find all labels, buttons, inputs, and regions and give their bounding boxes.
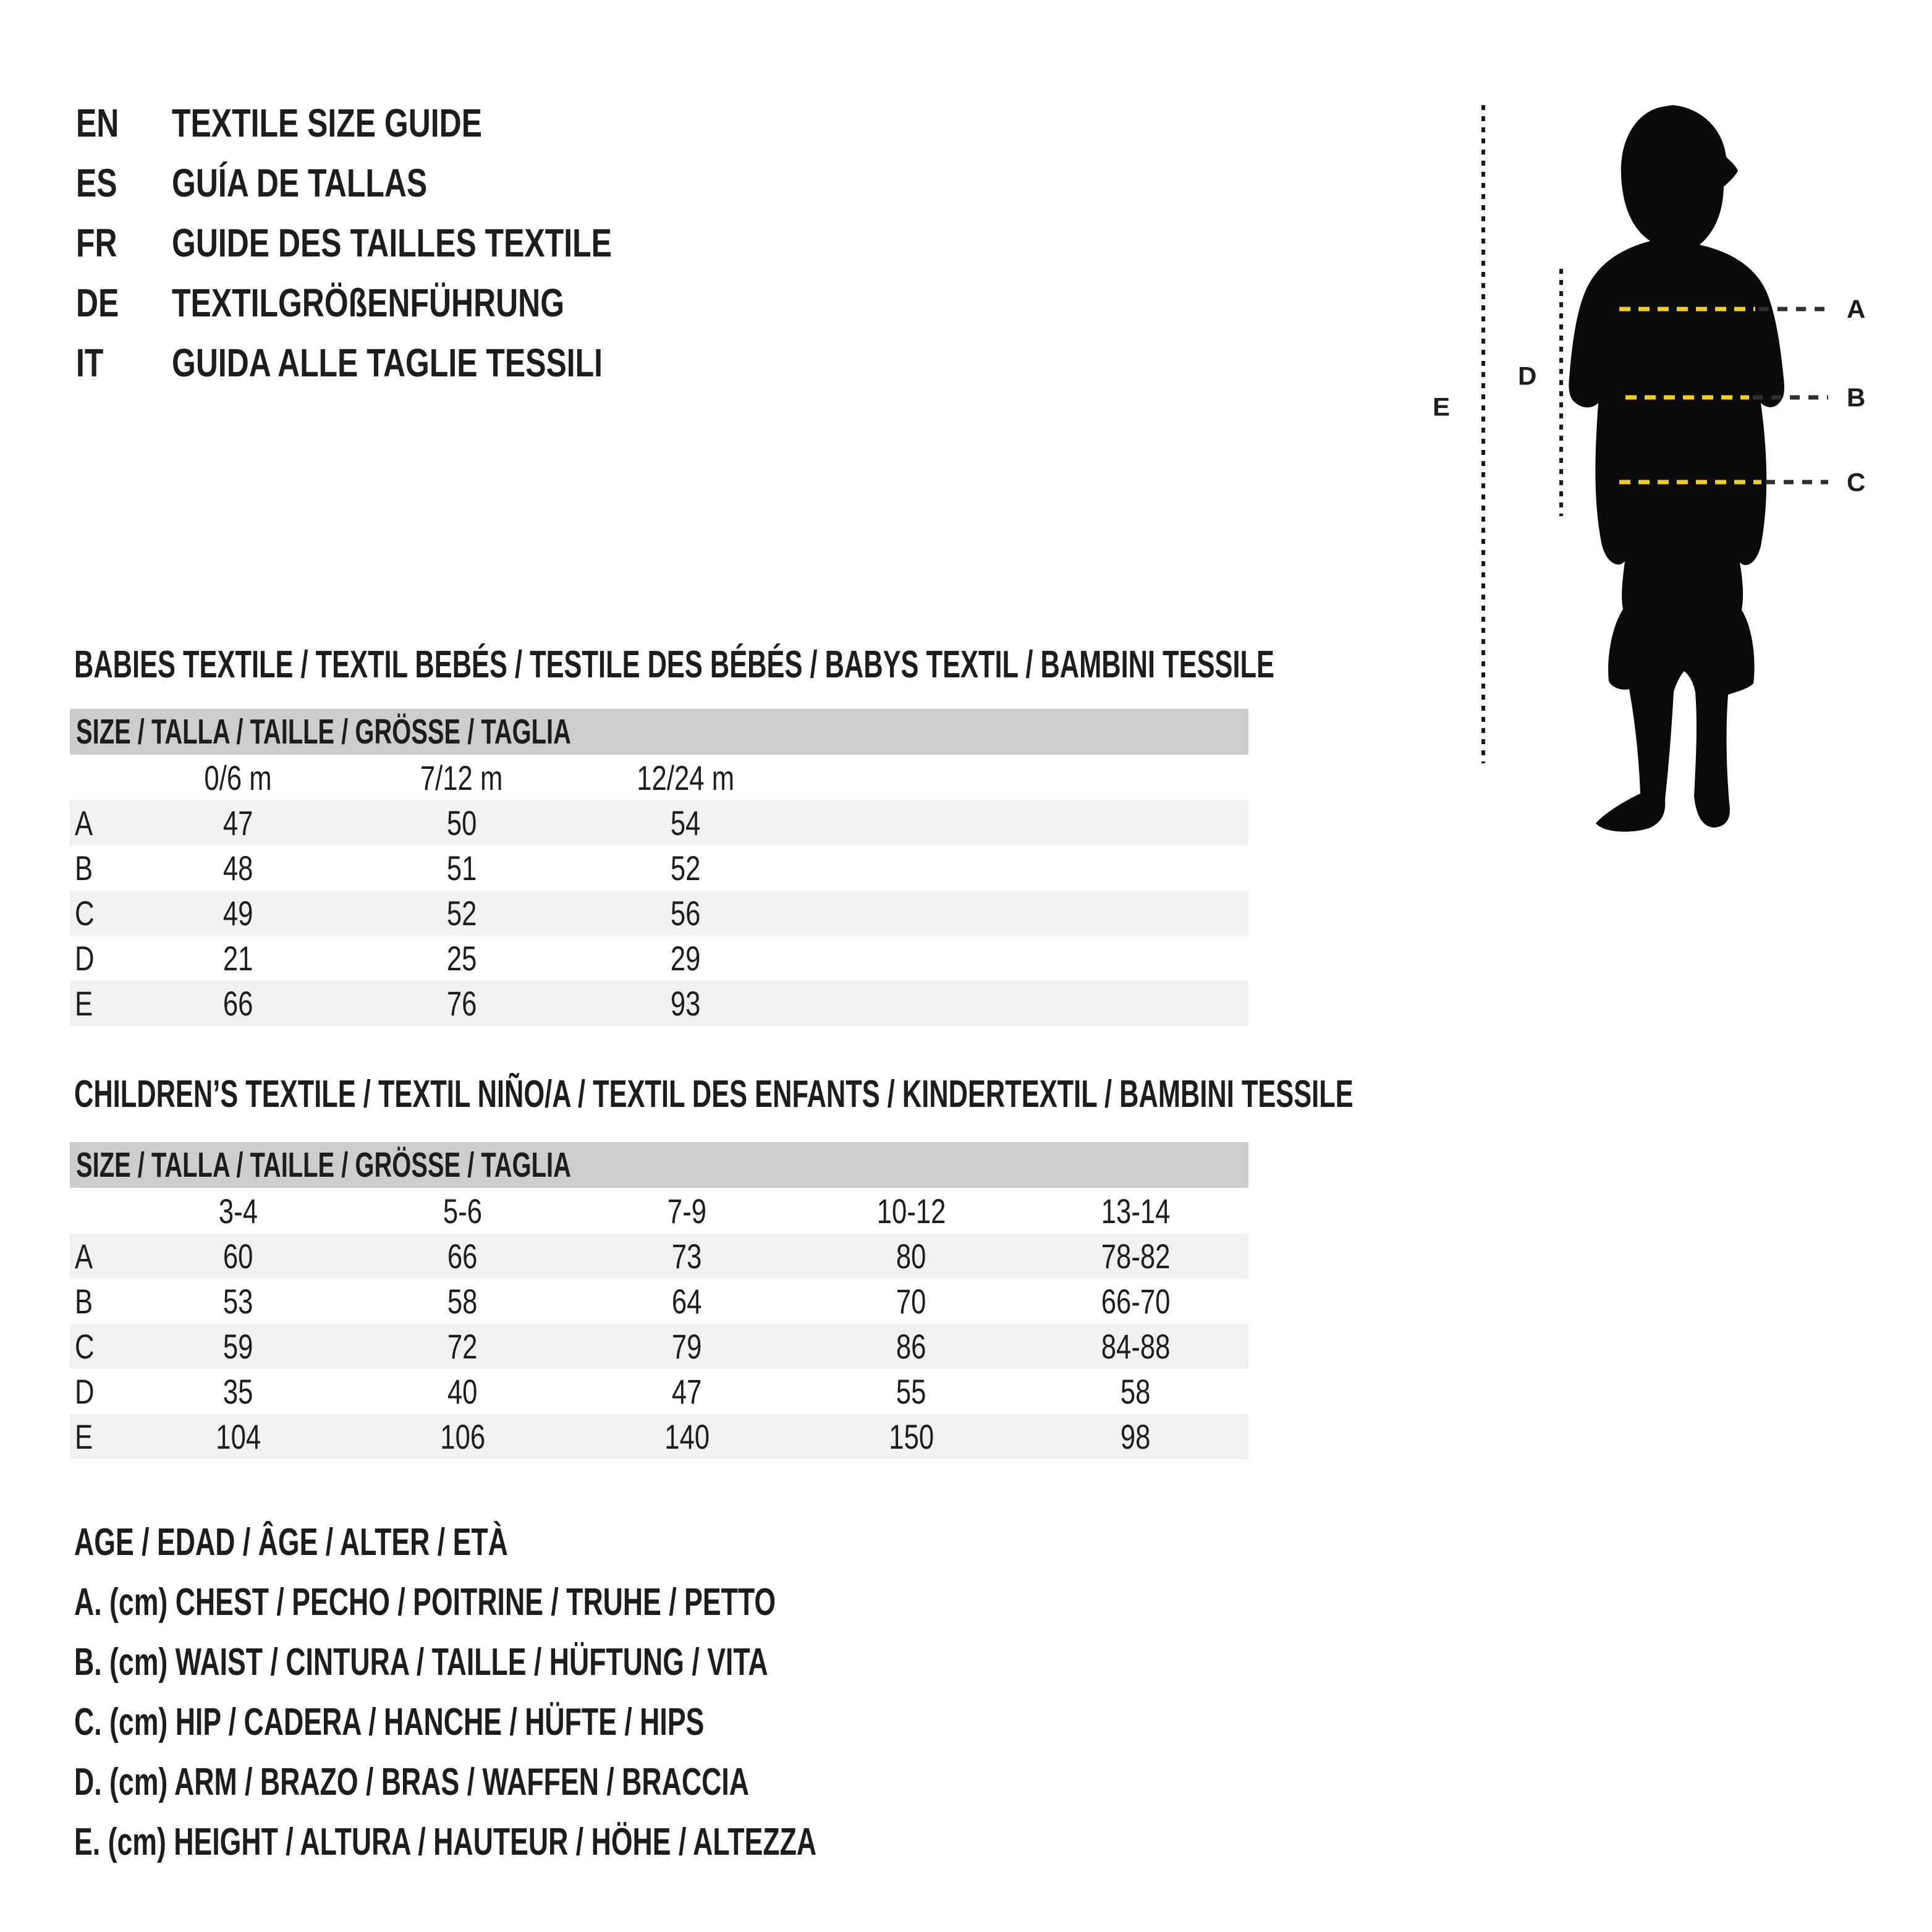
legend-line-height xyxy=(74,1812,1105,1872)
table-row xyxy=(70,936,1248,981)
table-cell xyxy=(350,936,574,981)
cell-text: 140 xyxy=(664,1417,710,1456)
cell-text: 104 xyxy=(216,1417,261,1456)
row-label-text: E xyxy=(75,1417,93,1456)
table-row xyxy=(70,891,1248,936)
cell-text: 72 xyxy=(447,1327,478,1366)
figure-label-C: C xyxy=(1847,467,1866,497)
cell-text: 78-82 xyxy=(1101,1237,1171,1276)
lang-title-text: TEXTILE SIZE GUIDE xyxy=(172,100,483,145)
cell-text: 66 xyxy=(222,984,253,1023)
figure-label-B: B xyxy=(1847,383,1866,412)
table-cell xyxy=(799,1369,1023,1414)
table-cell xyxy=(575,1324,799,1369)
table-cell xyxy=(126,936,350,981)
table-cell xyxy=(350,1279,575,1324)
table-row xyxy=(70,1369,1248,1414)
table-cell xyxy=(574,936,797,981)
column-header-text: 3-4 xyxy=(218,1191,258,1231)
cell-text: 49 xyxy=(222,894,253,933)
row-label xyxy=(70,800,126,845)
legend-text: A. (cm) CHEST / PECHO / POITRINE / TRUHE / PETTO xyxy=(74,1581,776,1624)
table-cell xyxy=(126,891,350,936)
legend-text: C. (cm) HIP / CADERA / HANCHE / HÜFTE / HIPS xyxy=(74,1701,705,1743)
measurement-legend xyxy=(74,1512,1105,1872)
row-label xyxy=(70,845,126,891)
lang-code xyxy=(76,160,172,206)
row-label-text: A xyxy=(75,1237,93,1276)
lang-code xyxy=(76,280,172,326)
table-cell xyxy=(350,1324,575,1369)
cell-text: 66-70 xyxy=(1101,1282,1171,1321)
cell-text: 80 xyxy=(896,1237,926,1276)
lang-code-text: EN xyxy=(76,100,119,145)
column-header xyxy=(799,1188,1023,1234)
children-column-header-row xyxy=(70,1188,1248,1234)
babies-column-header-row xyxy=(70,755,1248,800)
column-header-text: 0/6 m xyxy=(204,758,272,797)
table-cell xyxy=(799,1324,1023,1369)
cell-text: 55 xyxy=(896,1372,926,1411)
table-cell xyxy=(799,1234,1023,1279)
row-label xyxy=(70,1324,126,1369)
children-size-header-text: SIZE / TALLA / TAILLE / GRÖSSE / TAGLIA xyxy=(76,1145,571,1185)
table-cell xyxy=(350,1414,575,1459)
cell-text: 84-88 xyxy=(1101,1327,1171,1366)
legend-text: D. (cm) ARM / BRAZO / BRAS / WAFFEN / BRACCIA xyxy=(74,1761,750,1803)
column-header-spacer xyxy=(70,755,126,800)
lang-row-fr xyxy=(76,213,736,273)
lang-title-text: GUIDE DES TAILLES TEXTILE xyxy=(172,220,612,265)
babies-size-header-band xyxy=(70,709,1248,755)
cell-text: 59 xyxy=(223,1327,253,1366)
cell-text: 48 xyxy=(222,849,253,888)
column-header xyxy=(126,1188,350,1234)
legend-text: AGE / EDAD / ÂGE / ALTER / ETÀ xyxy=(74,1521,508,1564)
cell-text: 70 xyxy=(896,1282,926,1321)
column-header xyxy=(575,1188,799,1234)
lang-code-text: DE xyxy=(76,280,119,325)
column-header-text: 12/24 m xyxy=(637,758,734,797)
figure-label-E: E xyxy=(1433,392,1451,422)
lang-code xyxy=(76,220,172,266)
legend-line-age xyxy=(74,1512,1105,1572)
row-label xyxy=(70,936,126,981)
figure-label-D: D xyxy=(1518,361,1537,391)
row-label xyxy=(70,1234,126,1279)
cell-text: 47 xyxy=(222,803,253,842)
table-cell xyxy=(126,1414,350,1459)
cell-text: 40 xyxy=(447,1372,478,1411)
cell-text: 52 xyxy=(670,849,701,888)
cell-text: 98 xyxy=(1121,1417,1151,1456)
cell-text: 106 xyxy=(440,1417,485,1456)
cell-text: 150 xyxy=(889,1417,934,1456)
lang-title-text: GUIDA ALLE TAGLIE TESSILI xyxy=(172,340,603,385)
table-cell xyxy=(799,1279,1023,1324)
lang-code xyxy=(76,340,172,386)
table-row xyxy=(70,981,1248,1026)
lang-row-en xyxy=(76,93,736,153)
child-silhouette xyxy=(1569,105,1784,832)
lang-row-it xyxy=(76,333,736,392)
table-cell xyxy=(574,981,797,1026)
cell-text: 35 xyxy=(223,1372,253,1411)
column-header-text: 13-14 xyxy=(1101,1191,1171,1231)
cell-text: 52 xyxy=(446,894,477,933)
table-cell xyxy=(126,800,350,845)
cell-text: 53 xyxy=(223,1282,253,1321)
column-header xyxy=(350,755,574,800)
babies-title-text: BABIES TEXTILE / TEXTIL BEBÉS / TESTILE DES BÉBÉS / BABYS TEXTIL / BAMBINI TESSILE xyxy=(74,643,1275,686)
table-cell xyxy=(350,1369,575,1414)
table-cell xyxy=(126,1234,350,1279)
table-cell xyxy=(574,891,797,936)
column-header-text: 10-12 xyxy=(876,1191,946,1231)
table-cell xyxy=(126,1279,350,1324)
table-cell xyxy=(1023,1369,1248,1414)
column-header xyxy=(1023,1188,1248,1234)
table-cell xyxy=(574,845,797,891)
table-cell xyxy=(126,845,350,891)
row-label-text: B xyxy=(75,1282,93,1321)
lang-row-es xyxy=(76,153,736,213)
cell-text: 50 xyxy=(446,803,477,842)
cell-text: 60 xyxy=(223,1237,253,1276)
table-cell xyxy=(574,800,797,845)
legend-line-arm xyxy=(74,1752,1105,1812)
lang-code xyxy=(76,100,172,146)
lang-title-text: GUÍA DE TALLAS xyxy=(172,160,428,205)
lang-row-de xyxy=(76,273,736,333)
children-title-text: CHILDREN’S TEXTILE / TEXTIL NIÑO/A / TEXTIL DES ENFANTS / KINDERTEXTIL / BAMBINI TESSILE xyxy=(74,1072,1354,1116)
children-section-title xyxy=(74,1072,1902,1116)
row-label-text: D xyxy=(75,939,95,978)
table-cell xyxy=(1023,1414,1248,1459)
cell-text: 51 xyxy=(446,849,477,888)
row-label xyxy=(70,1279,126,1324)
table-cell xyxy=(575,1234,799,1279)
table-row xyxy=(70,1324,1248,1369)
table-cell xyxy=(575,1279,799,1324)
table-cell xyxy=(799,1414,1023,1459)
table-cell xyxy=(1023,1324,1248,1369)
table-cell xyxy=(126,981,350,1026)
figure-label-A: A xyxy=(1847,294,1866,324)
column-header-text: 5-6 xyxy=(443,1191,483,1231)
table-row xyxy=(70,1234,1248,1279)
row-label-text: D xyxy=(75,1372,95,1411)
cell-text: 54 xyxy=(670,803,701,842)
cell-text: 93 xyxy=(670,984,701,1023)
cell-text: 73 xyxy=(672,1237,702,1276)
lang-code-text: FR xyxy=(76,220,117,265)
cell-text: 21 xyxy=(222,939,253,978)
language-title-block xyxy=(76,93,736,392)
babies-section-title xyxy=(74,643,1789,686)
table-cell xyxy=(350,845,574,891)
table-cell xyxy=(350,800,574,845)
table-cell xyxy=(126,1369,350,1414)
lang-title-text: TEXTILGRÖßENFÜHRUNG xyxy=(172,280,565,325)
row-label xyxy=(70,891,126,936)
table-cell xyxy=(350,1234,575,1279)
column-header-text: 7-9 xyxy=(667,1191,707,1231)
row-label-text: A xyxy=(75,803,93,842)
column-header xyxy=(350,1188,575,1234)
column-header xyxy=(126,755,350,800)
table-cell xyxy=(1023,1234,1248,1279)
row-label-text: E xyxy=(75,984,93,1023)
table-row xyxy=(70,1279,1248,1324)
legend-line-waist xyxy=(74,1632,1105,1692)
cell-text: 56 xyxy=(670,894,701,933)
row-label-text: B xyxy=(75,849,93,888)
column-header-spacer xyxy=(70,1188,126,1234)
cell-text: 58 xyxy=(1121,1372,1151,1411)
legend-text: E. (cm) HEIGHT / ALTURA / HAUTEUR / HÖHE / ALTEZZA xyxy=(74,1821,817,1863)
table-cell xyxy=(1023,1279,1248,1324)
lang-code-text: ES xyxy=(76,160,117,205)
table-row xyxy=(70,1414,1248,1459)
cell-text: 64 xyxy=(672,1282,702,1321)
cell-text: 29 xyxy=(670,939,701,978)
cell-text: 58 xyxy=(447,1282,478,1321)
child-silhouette-diagram xyxy=(1419,49,1932,841)
table-cell xyxy=(575,1369,799,1414)
column-header xyxy=(574,755,797,800)
cell-text: 76 xyxy=(446,984,477,1023)
babies-size-header-text: SIZE / TALLA / TAILLE / GRÖSSE / TAGLIA xyxy=(76,712,571,752)
table-cell xyxy=(575,1414,799,1459)
table-cell xyxy=(350,981,574,1026)
row-label-text: C xyxy=(75,1327,95,1366)
row-label xyxy=(70,1414,126,1459)
row-label-text: C xyxy=(75,894,95,933)
table-row xyxy=(70,845,1248,891)
column-header-text: 7/12 m xyxy=(420,758,503,797)
cell-text: 66 xyxy=(447,1237,478,1276)
row-label xyxy=(70,1369,126,1414)
cell-text: 25 xyxy=(446,939,477,978)
cell-text: 86 xyxy=(896,1327,926,1366)
table-cell xyxy=(126,1324,350,1369)
legend-line-chest xyxy=(74,1572,1105,1632)
row-label xyxy=(70,981,126,1026)
table-row xyxy=(70,800,1248,845)
measurement-figure xyxy=(1419,49,1932,841)
cell-text: 79 xyxy=(672,1327,702,1366)
table-cell xyxy=(350,891,574,936)
children-size-header-band xyxy=(70,1142,1248,1188)
legend-text: B. (cm) WAIST / CINTURA / TAILLE / HÜFTUNG / VITA xyxy=(74,1641,768,1684)
lang-code-text: IT xyxy=(76,340,104,385)
legend-line-hip xyxy=(74,1692,1105,1752)
cell-text: 47 xyxy=(672,1372,702,1411)
